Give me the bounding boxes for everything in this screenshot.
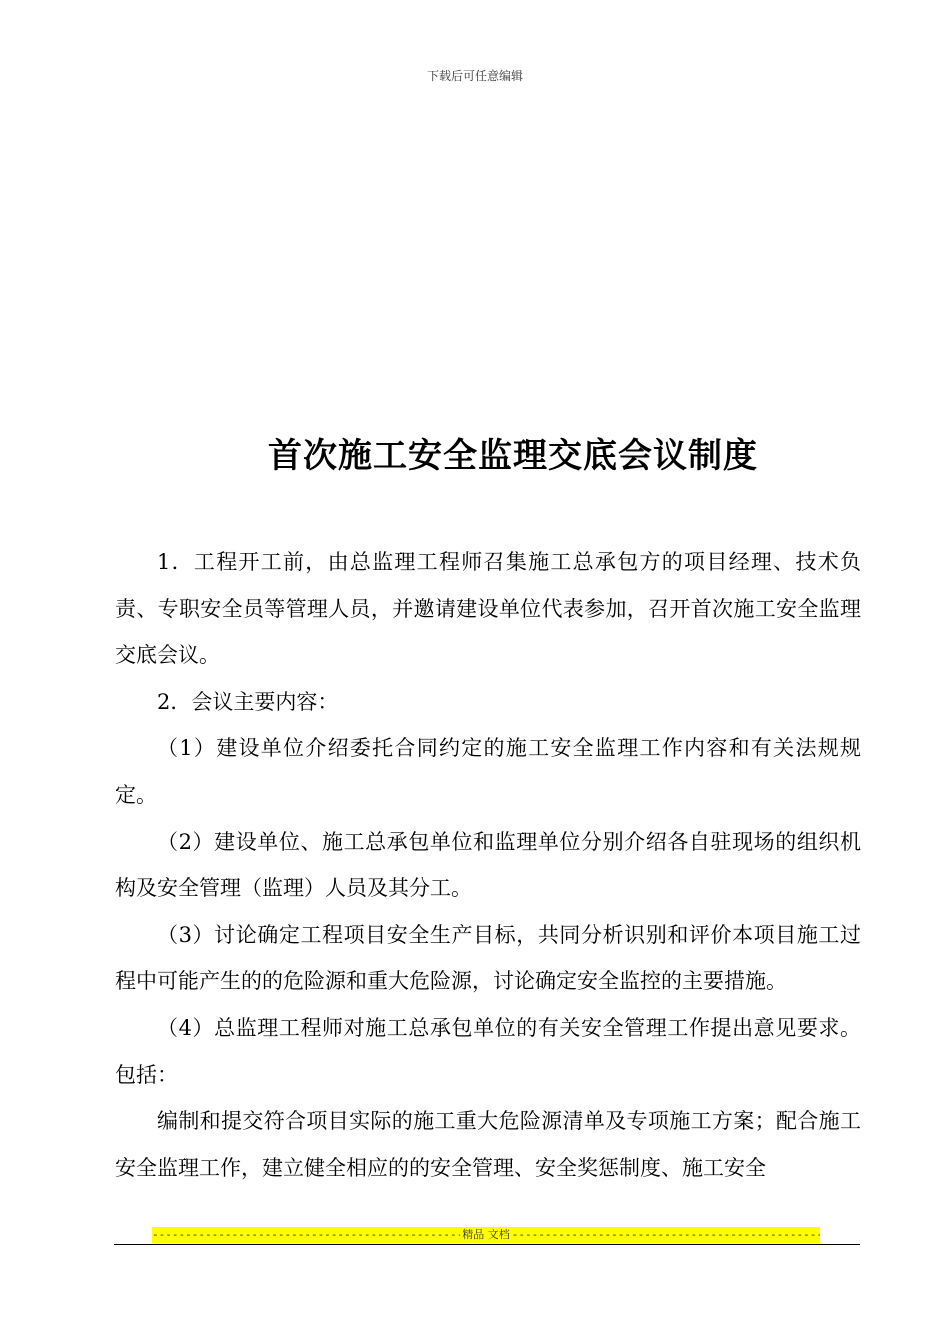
footer-dashes-left — [152, 1227, 460, 1243]
paragraph-5: （3）讨论确定工程项目安全生产目标，共同分析识别和评价本项目施工过程中可能产生的的危险源和重大危险源，讨论确定安全监控的主要措施。 — [115, 922, 861, 994]
footer-label: 精品 文档 — [462, 1228, 510, 1241]
paragraph-7: 编制和提交符合项目实际的施工重大危险源清单及专项施工方案；配合施工安全监理工作，建立健全相应的的安全管理、安全奖惩制度、施工安全 — [115, 1109, 861, 1180]
footer-banner — [152, 1227, 820, 1243]
paragraph-1: 1．工程开工前，由总监理工程师召集施工总承包方的项目经理、技术负责、专职安全员等管理人员，并邀请建设单位代表参加，召开首次施工安全监理交底会议。 — [115, 550, 861, 668]
document-title: 首次施工安全监理交底会议制度 — [268, 436, 758, 476]
header-note: 下载后可任意编辑 — [426, 69, 523, 83]
paragraph-3: （1）建设单位介绍委托合同约定的施工安全监理工作内容和有关法规规定。 — [115, 736, 861, 807]
paragraph-4: （2）建设单位、施工总承包单位和监理单位分别介绍各自驻现场的组织机构及安全管理（监理）人员及其分工。 — [115, 829, 861, 901]
footer-rule — [114, 1244, 860, 1245]
paragraph-6: （4）总监理工程师对施工总承包单位的有关安全管理工作提出意见要求。包括： — [115, 1015, 861, 1087]
paragraph-2: 2．会议主要内容： — [157, 689, 339, 714]
footer-dashes-right — [512, 1227, 820, 1243]
document-body — [115, 539, 861, 1191]
